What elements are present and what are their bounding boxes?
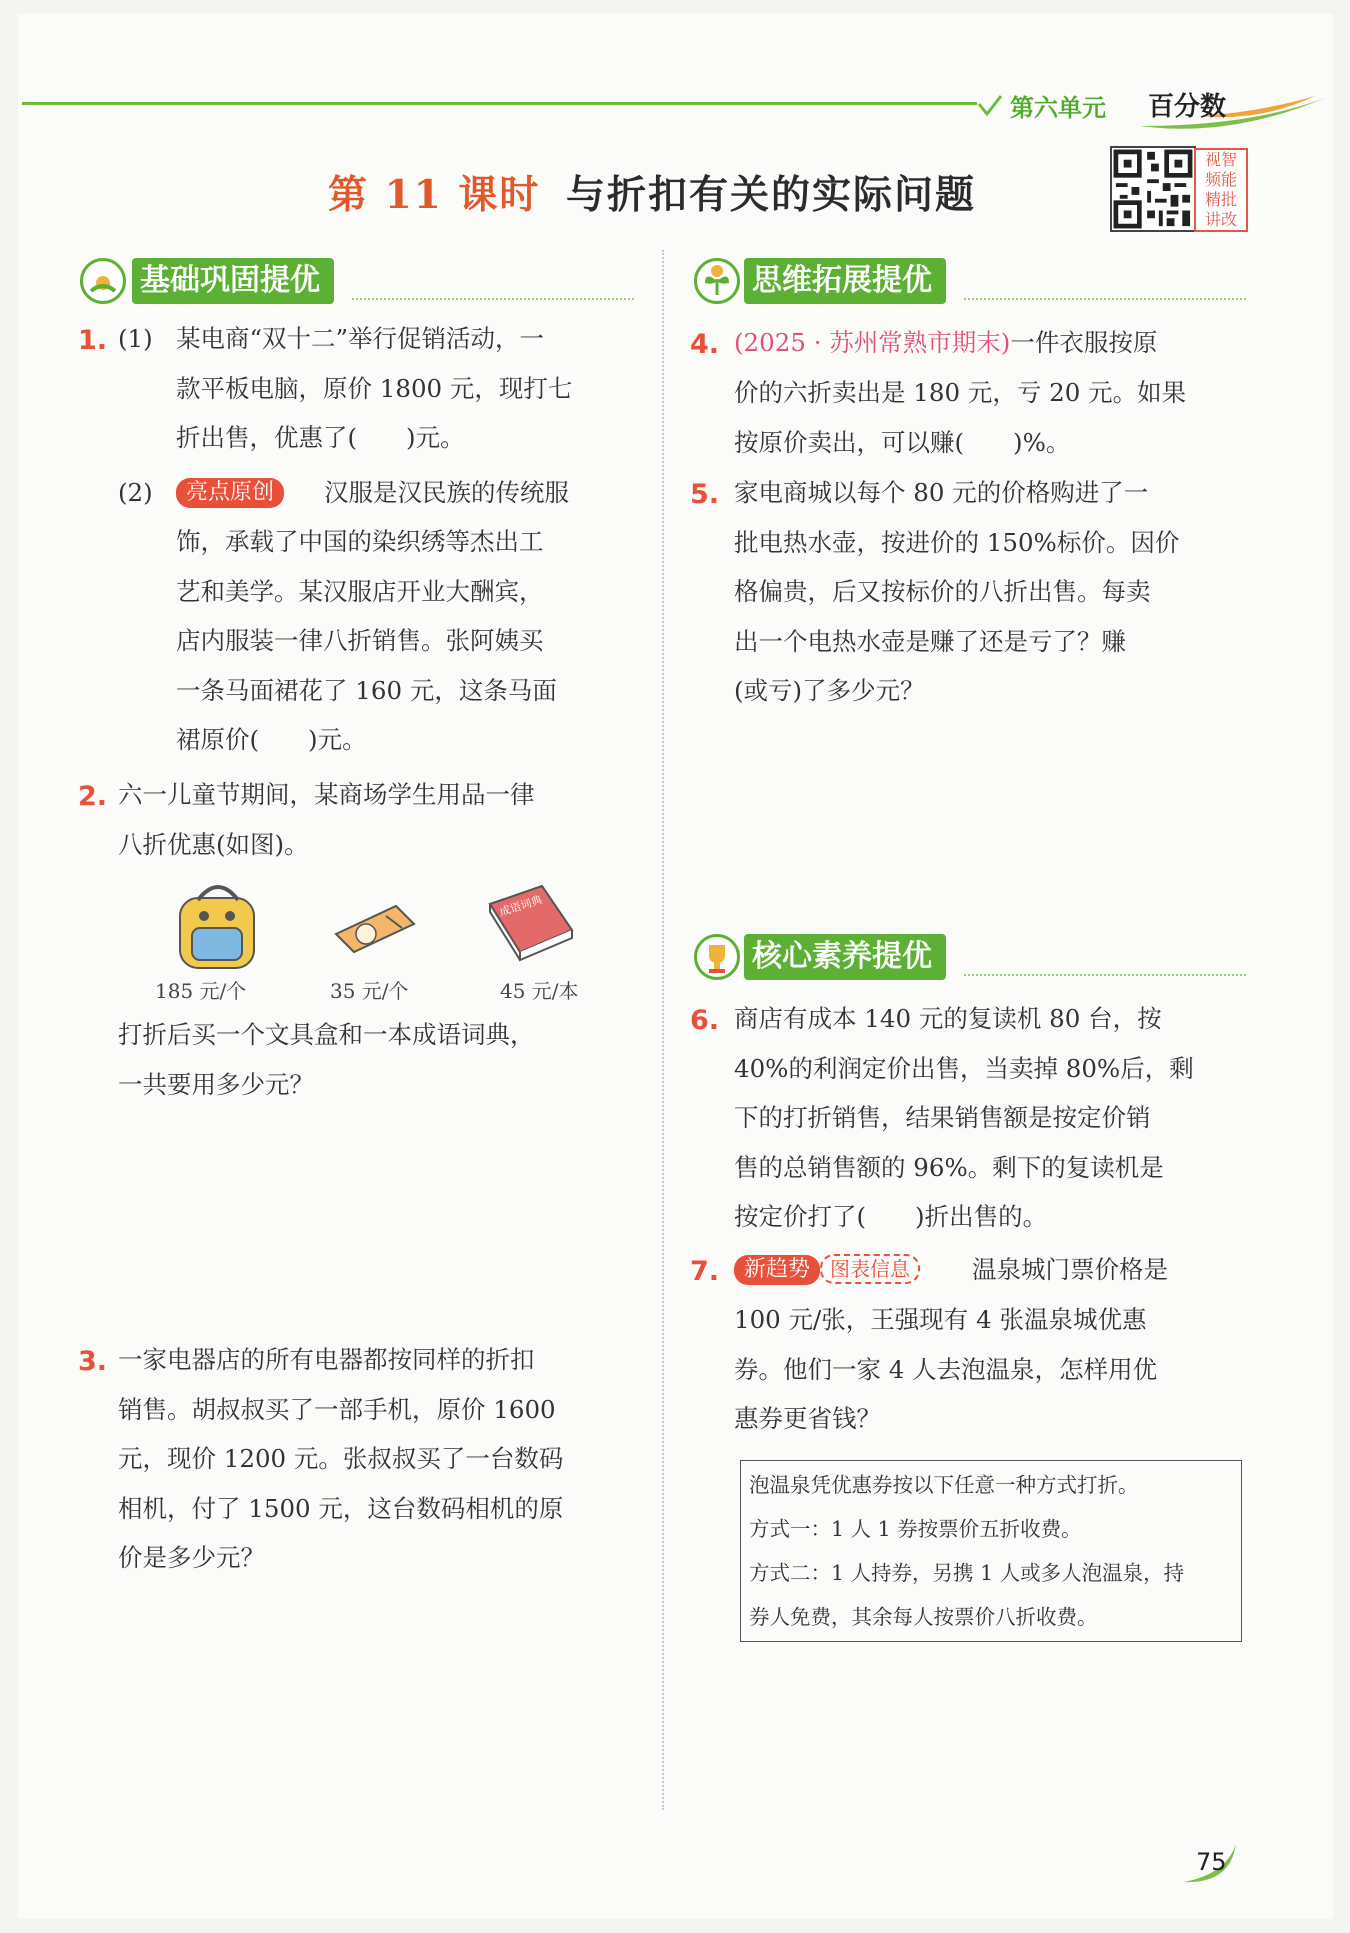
question-number: 2. (78, 781, 108, 812)
text-line: 汉服是汉民族的传统服 (324, 478, 569, 507)
question-number: 4. (690, 329, 720, 360)
backpack-icon (168, 878, 268, 974)
check-leaf-icon (975, 92, 1005, 120)
question-source: (2025 · 苏州常熟市期末) (734, 328, 1011, 357)
question-3-text (118, 1335, 638, 1583)
text-line: 100 元/张，王强现有 4 张温泉城优惠 (734, 1305, 1147, 1334)
question-4-text (734, 368, 1254, 467)
question-2-ask (118, 1010, 638, 1109)
text-line: 元，现价 1200 元。张叔叔买了一台数码 (118, 1444, 564, 1473)
text-line: 商店有成本 140 元的复读机 80 台，按 (734, 1004, 1162, 1033)
section-rule (352, 298, 634, 300)
topic-label: 百分数 (1148, 92, 1227, 122)
question-7-text (734, 1295, 1254, 1444)
text-line: 八折优惠(如图)。 (118, 829, 309, 859)
text-line: 艺和美学。某汉服店开业大酬宾， (176, 576, 544, 606)
text-line: 打折后买一个文具盒和一本成语词典， (118, 1020, 535, 1049)
text-line: 惠券更省钱？ (734, 1404, 881, 1433)
section-rule (964, 298, 1246, 300)
text-line: 饰，承载了中国的染织绣等杰出工 (176, 527, 544, 556)
question-1-part-1 (176, 314, 636, 463)
text-line: 一条马面裙花了 160 元，这条马面 (176, 675, 557, 705)
text-line: 格偏贵，后又按标价的八折出售。每卖 (734, 577, 1151, 606)
text-line: 裙原价( )元。 (176, 725, 367, 754)
sprout-icon (694, 258, 740, 304)
question-1-part-2 (176, 517, 636, 765)
qr-tag-line: 频能 (1204, 170, 1237, 189)
dictionary-icon (480, 880, 580, 968)
coupon-rules-box (740, 1460, 1242, 1642)
sub-label: (2) (118, 478, 153, 507)
question-5-text (734, 468, 1254, 716)
text-line: 销售。胡叔叔买了一部手机，原价 1600 (118, 1394, 556, 1424)
text-line: 按定价打了( )折出售的。 (734, 1202, 1048, 1231)
item-price: 35 元/个 (330, 979, 409, 1003)
trend-tag: 新趋势 (734, 1255, 820, 1285)
text-line: 价是多少元？ (118, 1543, 265, 1572)
gear-leaf-icon (80, 258, 126, 304)
text-line: 相机，付了 1500 元，这台数码相机的原 (118, 1493, 564, 1523)
question-number: 7. (690, 1256, 720, 1287)
text-line: 家电商城以每个 80 元的价格购进了一 (734, 478, 1149, 507)
text-line: 六一儿童节期间，某商场学生用品一律 (118, 780, 535, 809)
page-number: 75 (1196, 1848, 1227, 1876)
lesson-number: 第 11 课时 (328, 172, 541, 218)
question-number: 6. (690, 1005, 720, 1036)
text-line: 下的打折销售，结果销售额是按定价销 (734, 1103, 1151, 1132)
chart-info-tag: 图表信息 (820, 1254, 920, 1284)
unit-label: 第六单元 (1010, 94, 1106, 122)
rule-line: 方式二：1 人持券，另携 1 人或多人泡温泉，持 (749, 1561, 1185, 1585)
header-rule (22, 102, 977, 105)
qr-service-tag (1194, 148, 1248, 232)
text-line: 店内服装一律八折销售。张阿姨买 (176, 626, 544, 655)
text-line: 售的总销售额的 96%。剩下的复读机是 (734, 1152, 1164, 1182)
text-line: 40%的利润定价出售，当卖掉 80%后，剩 (734, 1053, 1194, 1083)
qr-code-icon[interactable] (1110, 146, 1196, 232)
rule-line: 券人免费，其余每人按票价八折收费。 (749, 1605, 1098, 1629)
question-2-text (118, 770, 638, 869)
page-title: 与折扣有关的实际问题 (566, 172, 977, 218)
sub-label: (1) (118, 324, 153, 353)
text-line: 价的六折卖出是 180 元，亏 20 元。如果 (734, 378, 1187, 407)
section-rule (964, 974, 1246, 976)
text-line: 按原价卖出，可以赚( )%。 (734, 427, 1071, 457)
book-title: 成语词典 (497, 893, 544, 920)
item-price: 185 元/个 (155, 979, 247, 1003)
question-number: 5. (690, 479, 720, 510)
text-line: 温泉城门票价格是 (972, 1255, 1168, 1284)
original-tag-label: 亮点原创 (176, 478, 284, 508)
item-price: 45 元/本 (500, 979, 579, 1003)
question-7-tags (734, 1254, 920, 1285)
text-line: 批电热水壶，按进价的 150%标价。因价 (734, 527, 1180, 557)
section-core: 核心素养提优 (744, 934, 946, 980)
text-line: 一家电器店的所有电器都按同样的折扣 (118, 1345, 535, 1374)
text-line: 款平板电脑，原价 1800 元，现打七 (176, 373, 573, 403)
column-divider (662, 250, 664, 1810)
text-line: 一共要用多少元？ (118, 1069, 314, 1099)
original-tag (176, 478, 284, 508)
qr-tag-line: 视智 (1204, 150, 1237, 169)
question-number: 3. (78, 1346, 108, 1377)
text-line: 折出售，优惠了( )元。 (176, 423, 465, 452)
trophy-icon (694, 934, 740, 980)
question-4-first-line (734, 318, 1157, 368)
text-line: 一件衣服按原 (1010, 328, 1158, 357)
qr-tag-line: 讲改 (1204, 210, 1237, 229)
qr-tag-line: 精批 (1204, 190, 1237, 209)
rule-line: 泡温泉凭优惠券按以下任意一种方式打折。 (749, 1473, 1139, 1497)
rule-line: 方式一：1 人 1 券按票价五折收费。 (749, 1517, 1082, 1541)
text-line: 券。他们一家 4 人去泡温泉，怎样用优 (734, 1354, 1158, 1384)
question-number: 1. (78, 325, 108, 356)
section-thinking: 思维拓展提优 (744, 258, 946, 304)
pencil-case-icon (330, 900, 420, 960)
text-line: (或亏)了多少元？ (734, 676, 925, 705)
section-basic: 基础巩固提优 (132, 258, 334, 304)
question-6-text (734, 994, 1254, 1242)
text-line: 出一个电热水壶是赚了还是亏了？赚 (734, 626, 1126, 656)
text-line: 某电商“双十二”举行促销活动，一 (176, 324, 545, 353)
